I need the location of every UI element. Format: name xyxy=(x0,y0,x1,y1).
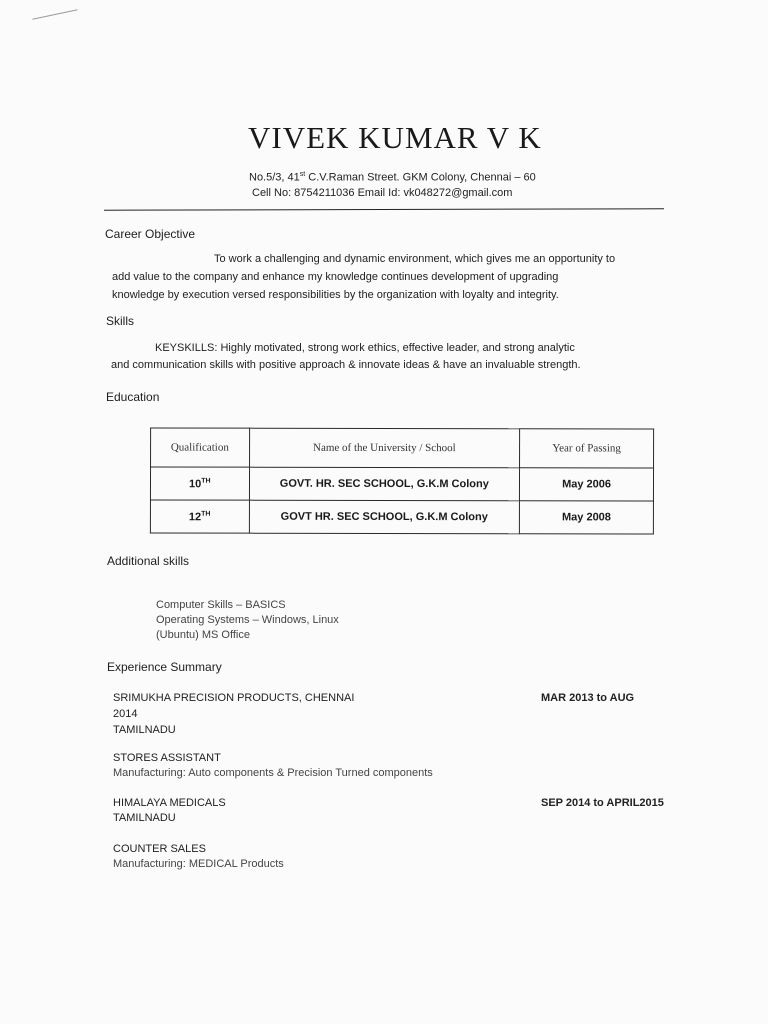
job-period: MAR 2013 to AUG xyxy=(541,692,635,704)
header-divider xyxy=(104,208,664,210)
career-objective-heading: Career Objective xyxy=(105,227,196,241)
career-line-3: knowledge by execution versed responsibilities by the organization with loyalty and integrity. xyxy=(112,289,559,301)
additional-skill-item: Computer Skills – BASICS xyxy=(156,599,286,611)
address-suffix: C.V.Raman Street. GKM Colony, Chennai – 60 xyxy=(305,171,536,184)
job-role: COUNTER SALES xyxy=(113,843,206,855)
table-row xyxy=(150,500,653,534)
education-heading: Education xyxy=(106,390,160,404)
address-superscript: st xyxy=(299,171,306,178)
job-detail: Manufacturing: Auto components & Precision Turned components xyxy=(113,767,433,779)
experience-summary-heading: Experience Summary xyxy=(107,660,222,674)
keyskills-text: : Highly motivated, strong work ethics, effective leader, and strong analytic xyxy=(214,342,575,354)
school-cell: GOVT. HR. SEC SCHOOL, G.K.M Colony xyxy=(249,467,520,501)
column-header-school: Name of the University / School xyxy=(249,428,520,468)
job-detail: Manufacturing: MEDICAL Products xyxy=(113,858,284,870)
year-cell: May 2006 xyxy=(520,468,654,501)
additional-skill-item: Operating Systems – Windows, Linux xyxy=(156,614,339,626)
address-prefix: No.5/3, 41 xyxy=(249,171,300,184)
job-location: TAMILNADU xyxy=(113,812,176,824)
job-role: STORES ASSISTANT xyxy=(113,752,221,764)
qualification-cell xyxy=(150,500,249,533)
column-header-qualification: Qualification xyxy=(151,428,250,467)
additional-skill-item: (Ubuntu) MS Office xyxy=(156,629,250,641)
table-header-row xyxy=(151,428,654,468)
address-line xyxy=(249,171,536,184)
job-period: SEP 2014 to APRIL2015 xyxy=(541,797,664,809)
contact-line: Cell No: 8754211036 Email Id: vk048272@gmail.com xyxy=(252,187,513,199)
school-cell: GOVT HR. SEC SCHOOL, G.K.M Colony xyxy=(249,500,520,534)
job-company: HIMALAYA MEDICALS xyxy=(113,797,226,809)
keyskills-line-2: and communication skills with positive approach & innovate ideas & have an invaluable strength. xyxy=(111,359,581,371)
job-company: SRIMUKHA PRECISION PRODUCTS, CHENNAI xyxy=(113,692,355,704)
additional-skills-heading: Additional skills xyxy=(107,554,190,568)
qualification-superscript: TH xyxy=(201,477,211,485)
career-line-2: add value to the company and enhance my knowledge continues development of upgrading xyxy=(112,271,559,283)
career-line-1: To work a challenging and dynamic environment, which gives me an opportunity to xyxy=(214,253,616,265)
qualification-value: 10 xyxy=(188,477,202,490)
keyskills-label: KEYSKILLS xyxy=(155,342,215,354)
candidate-name: VIVEK KUMAR V K xyxy=(248,120,542,155)
year-cell: May 2008 xyxy=(519,501,653,534)
keyskills-line-1 xyxy=(155,342,575,354)
qualification-value: 12 xyxy=(188,510,202,523)
job-location: TAMILNADU xyxy=(113,724,176,736)
job-company-continued: 2014 xyxy=(113,708,138,720)
table-row xyxy=(150,467,653,501)
qualification-cell xyxy=(150,467,249,500)
education-table xyxy=(150,427,654,534)
qualification-superscript: TH xyxy=(201,510,211,518)
column-header-year: Year of Passing xyxy=(520,429,654,468)
scan-pen-mark xyxy=(32,9,77,20)
skills-heading: Skills xyxy=(106,314,135,328)
